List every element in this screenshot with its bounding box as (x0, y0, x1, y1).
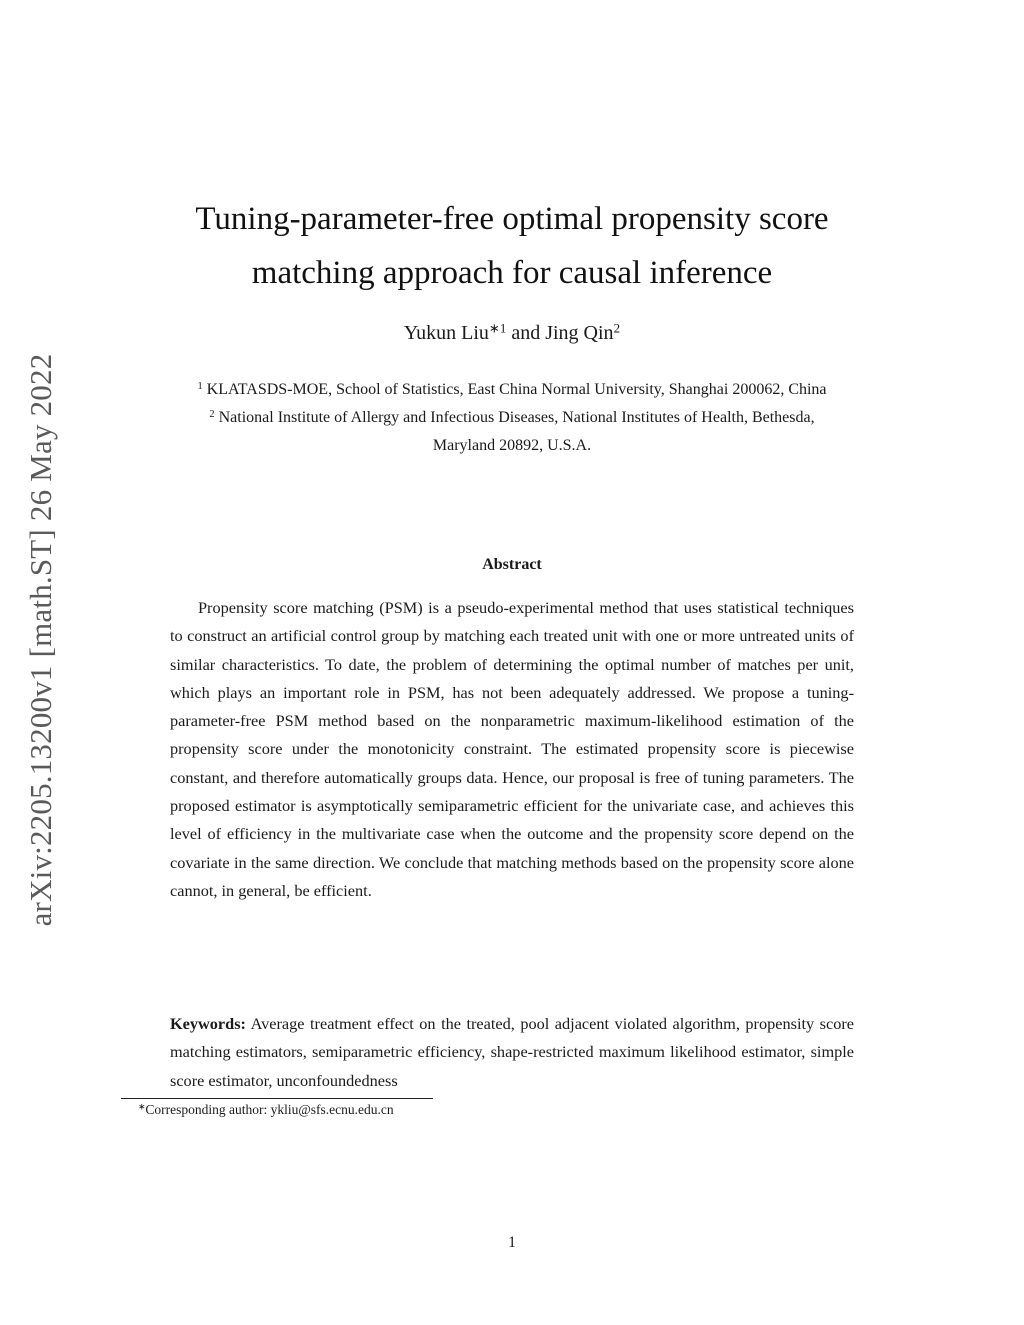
title-line-1: Tuning-parameter-free optimal propensity score (195, 201, 829, 237)
author-2-name: Jing Qin (545, 322, 614, 344)
affiliation-2-line-2: Maryland 20892, U.S.A. (432, 437, 592, 454)
affiliations (0, 376, 1024, 460)
arxiv-identifier: arXiv:2205.13200v1 [math.ST] 26 May 2022 (23, 353, 58, 927)
keywords-label: Keywords: (170, 1014, 246, 1033)
author-1-name: Yukun Liu (403, 322, 489, 344)
author-list (0, 322, 1024, 345)
affiliation-1-text: KLATASDS-MOE, School of Statistics, East China Normal University, Shanghai 200062, China (202, 381, 827, 398)
keywords (170, 1010, 854, 1095)
paper-title (0, 192, 1024, 300)
affiliation-2-mark: 2 (209, 408, 215, 420)
abstract-body: Propensity score matching (PSM) is a pseudo-experimental method that uses statistical techniques to construct an artificial control group by matching each treated unit with one or more untreated units of similar characteristics. To date, the problem of determining the optimal number of matches per unit, which plays an important role in PSM, has not been adequately addressed. We propose a tuning-parameter-free PSM method based on the nonparametric maximum-likelihood estimation of the propensity score under the monotonicity constraint. The estimated propensity score is piecewise constant, and therefore automatically groups data. Hence, our proposal is free of tuning parameters. The proposed estimator is asymptotically semiparametric efficient for the univariate case, and achieves this level of efficiency in the multivariate case when the outcome and the propensity score depend on the covariate in the same direction. We conclude that matching methods based on the propensity score alone cannot, in general, be efficient. (170, 598, 854, 900)
footnote (138, 1102, 394, 1118)
footnote-rule (121, 1098, 433, 1099)
footnote-mark: ∗ (138, 1101, 146, 1112)
author-1-marks: ∗1 (488, 320, 507, 336)
keywords-text: Average treatment effect on the treated, pool adjacent violated algorithm, propensity score matching estimators, semiparametric efficiency, shape-restricted maximum likelihood estimator, simple score estimator, unconfoundedness (170, 1014, 854, 1090)
page-number: 1 (508, 1234, 516, 1251)
affiliation-1 (0, 376, 1024, 404)
title-line-2: matching approach for causal inference (251, 255, 773, 291)
affiliation-2-text: National Institute of Allergy and Infectious Diseases, National Institutes of Health, Bethesda, (214, 409, 815, 426)
footnote-text: Corresponding author: ykliu@sfs.ecnu.edu.cn (145, 1102, 394, 1117)
affiliation-2 (0, 404, 1024, 432)
author-2-marks: 2 (613, 320, 621, 336)
affiliation-1-mark: 1 (197, 380, 203, 392)
author-connector: and (506, 322, 546, 344)
abstract-heading: Abstract (482, 556, 542, 573)
